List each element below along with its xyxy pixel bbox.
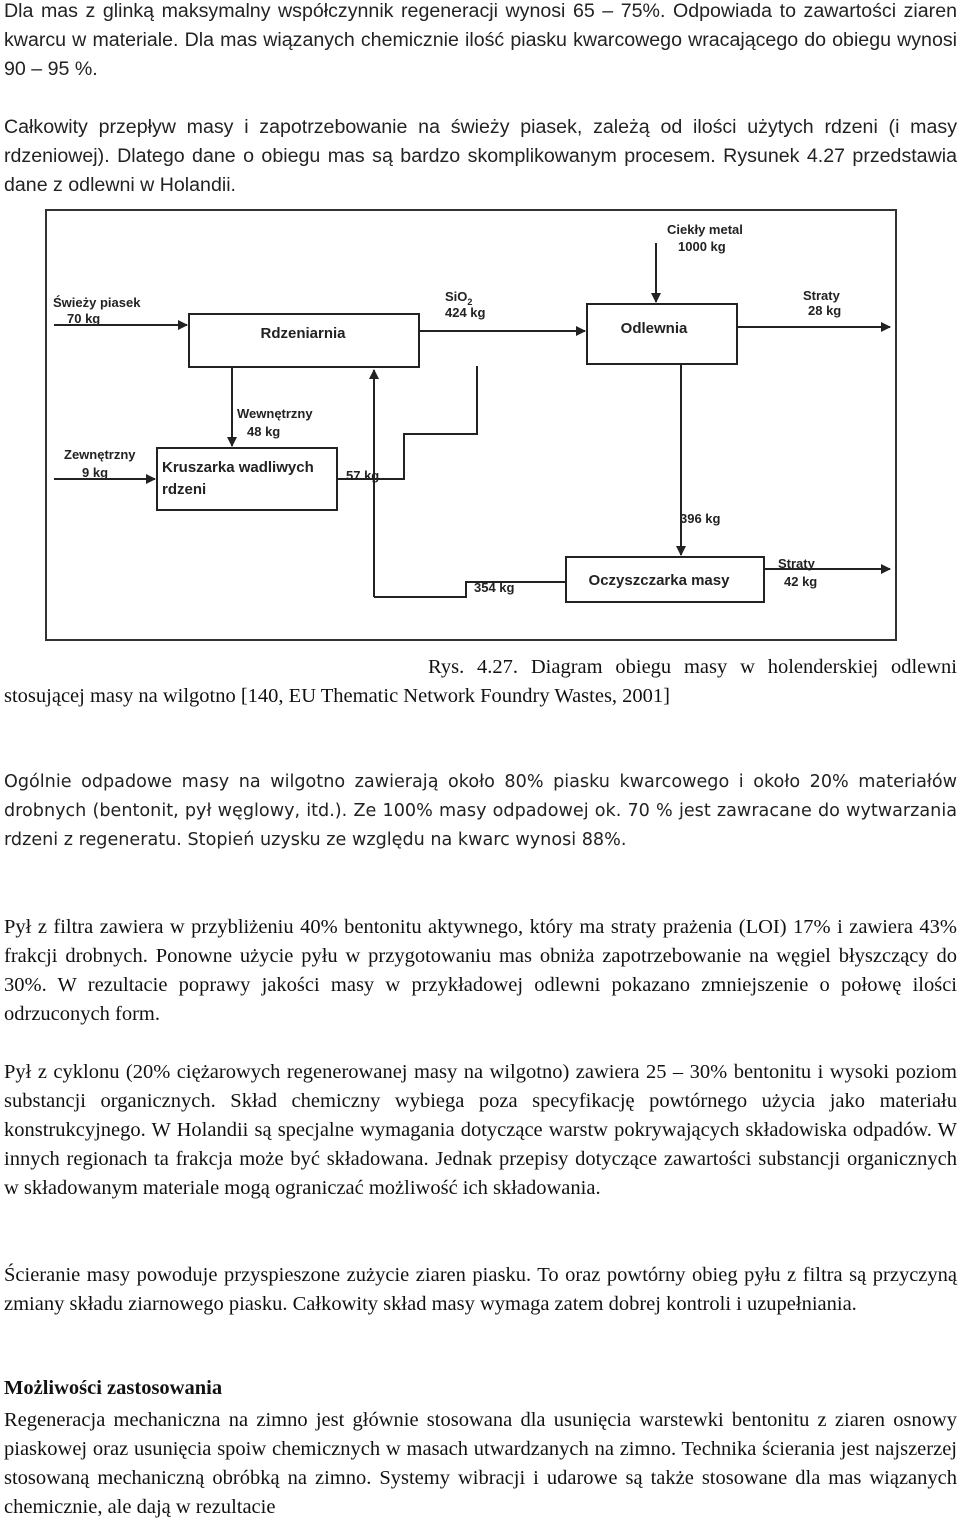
paragraph-waste-sand: Ogólnie odpadowe masy na wilgotno zawierają około 80% piasku kwarcowego i około 20% materiałów drobnych (bentonit, pył węglowy, itd.). Ze 100% masy odpadowej ok. 70 % jest zawracane do wytwarzania rdzeni z regeneratu. Stopień uzysku ze względu na kwarc wynosi 88%. — [4, 772, 957, 850]
label-oczyszczarka: Oczyszczarka masy — [588, 572, 730, 589]
value-57kg: 57 kg — [346, 468, 380, 483]
label-rdzeniarnia: Rdzeniarnia — [260, 325, 346, 342]
paragraph-regeneration: Dla mas z glinką maksymalny współczynnik regeneracji wynosi 65 – 75%. Odpowiada to zawartości ziaren kwarcu w materiale. Dla mas wiązanych chemicznie ilość piasku kwarcowego wracającego do obiegu wynosi 90 – 95 %. — [4, 0, 957, 80]
value-straty-2: 42 kg — [784, 574, 818, 589]
paragraph-applications: Regeneracja mechaniczna na zimno jest głównie stosowana dla usunięcia warstewki bentonitu z ziaren osnowy piaskowej oraz usunięcia spoiw chemicznych w masach utwardzanych na zimno. Technika ścierania jest najszerzej stosowaną mechaniczną obróbką na zimno. Systemy wibracji i udarowe są także stosowane dla mas wiązanych chemicznie, ale dają w rezultacie — [4, 1409, 957, 1518]
paragraph-cyclone-dust: Pył z cyklonu (20% ciężarowych regenerowanej masy na wilgotno) zawiera 25 – 30% bentonitu i wysoki poziom substancji organicznych. Skład chemiczny wybiega poza specyfikację powtórnego użycia jako materiału konstrukcyjnego. W Holandii są specjalne wymagania dotyczące warstw pokrywających składowiska odpadów. W innych regionach ta frakcja może być składowana. Jednak przepisy dotyczące zawartości substancji organicznych w składowanym materiale mogą ograniczać możliwość ich składowania. — [4, 1061, 957, 1199]
label-kruszarka-2: rdzeni — [162, 481, 207, 498]
label-straty-1: Straty — [803, 288, 840, 303]
value-swiezy-piasek: 70 kg — [67, 311, 101, 326]
label-straty-2: Straty — [778, 556, 815, 571]
value-354kg: 354 kg — [474, 580, 515, 595]
value-straty-1: 28 kg — [808, 303, 842, 318]
value-ciekly-metal: 1000 kg — [678, 239, 726, 254]
arrow-57kg — [337, 366, 477, 479]
label-swiezy-piasek: Świeży piasek — [53, 295, 141, 310]
box-kruszarka — [157, 448, 337, 510]
diagram-frame — [46, 210, 896, 640]
section-heading: Możliwości zastosowania — [4, 1377, 223, 1399]
value-sio2: 424 kg — [445, 305, 486, 320]
label-sio2: SiO$_2$ — [445, 289, 473, 307]
figure-caption: Rys. 4.27. Diagram obiegu masy w holenderskiej odlewni stosującej masy na wilgotno [140, EU Thematic Network Foundry Wastes, 2001] — [4, 656, 957, 707]
sand-cycle-diagram — [44, 207, 904, 645]
value-wewnetrzny: 48 kg — [247, 424, 281, 439]
label-kruszarka-1: Kruszarka wadliwych — [162, 459, 314, 476]
label-wewnetrzny: Wewnętrzny — [237, 406, 313, 421]
value-396kg: 396 kg — [680, 511, 721, 526]
paragraph-flow: Całkowity przepływ masy i zapotrzebowanie na świeży piasek, zależą od ilości użytych rdzeni (i masy rdzeniowej). Dlatego dane o obiegu mas są bardzo skomplikowanym procesem. Rysunek 4.27 przedstawia dane z odlewni w Holandii. — [4, 116, 957, 196]
paragraph-filter-dust: Pył z filtra zawiera w przybliżeniu 40% bentonitu aktywnego, który ma straty prażenia (LOI) 17% i zawiera 43% frakcji drobnych. Ponowne użycie pyłu w przygotowaniu mas obniża zapotrzebowanie na węgiel błyszczący do 30%. W rezultacie poprawy jakości masy w przykładowej odlewni pokazano zmniejszenie o połowę ilości odrzuconych form. — [4, 916, 957, 1025]
label-odlewnia: Odlewnia — [620, 320, 688, 337]
value-zewnetrzny: 9 kg — [82, 465, 109, 480]
paragraph-abrasion: Ścieranie masy powoduje przyspieszone zużycie ziaren piasku. To oraz powtórny obieg pyłu z filtra są przyczyną zmiany składu ziarnowego piasku. Całkowity skład masy wymaga zatem dobrej kontroli i uzupełniania. — [4, 1264, 957, 1315]
label-zewnetrzny: Zewnętrzny — [64, 447, 136, 462]
label-ciekly-metal: Ciekły metal — [667, 222, 743, 237]
